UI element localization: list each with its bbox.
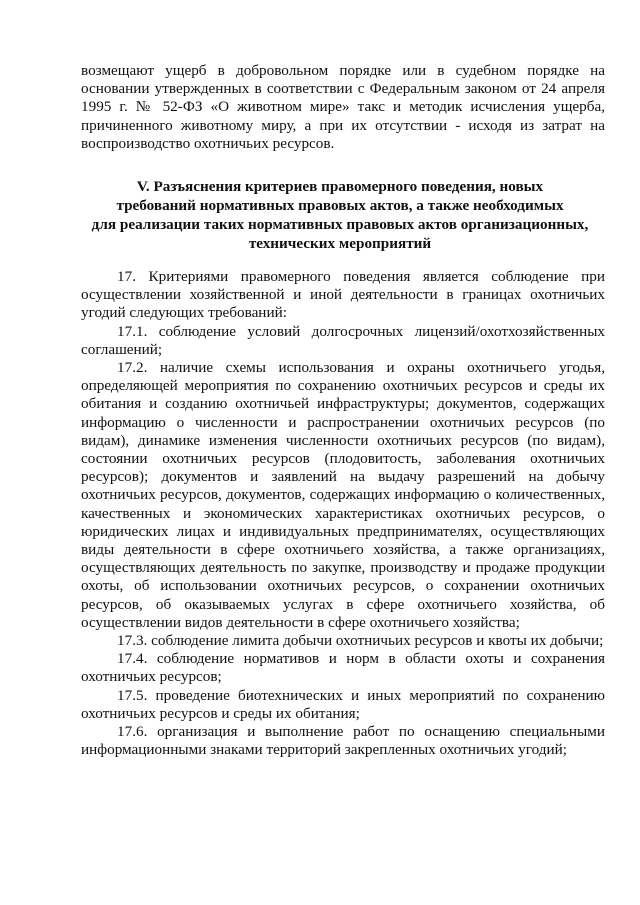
paragraph-17-3: 17.3. соблюдение лимита добычи охотничьих ресурсов и квоты их добычи;	[117, 632, 604, 650]
paragraph-17-6: 17.6. организация и выполнение работ по оснащению специальными информационными знаками территорий закрепленных охотничьих угодий;	[81, 723, 605, 759]
heading-line-1: V. Разъяснения критериев правомерного поведения, новых	[136, 178, 544, 195]
intro-block	[81, 62, 605, 153]
paragraph-17-5: 17.5. проведение биотехнических и иных мероприятий по сохранению охотничьих ресурсов и среды их обитания;	[81, 686, 605, 722]
heading-line-2: требований нормативных правовых актов, а также необходимых	[116, 197, 564, 214]
section-body	[81, 268, 605, 759]
heading-line-3: для реализации таких нормативных правовых актов организационных,	[91, 216, 589, 233]
intro-paragraph: возмещают ущерб в добровольном порядке или в судебном порядке на основании утвержденных в соответствии с Федеральным законом от 24 апреля 1995 г. № 52-ФЗ «О животном мире» такс и методик исчисления ущерба, причиненного животному миру, а при их отсутствии - исходя из затрат на воспроизводство охотничьих ресурсов.	[81, 62, 605, 152]
paragraph-17-2: 17.2. наличие схемы использования и охраны охотничьего угодья, определяющей мероприятия по сохранению охотничьих ресурсов и среды их обитания и созданию охотничьей инфраструктуры; документов, содержащих информацию о численности и распространении охотничьих ресурсов (по видам), динамике изменения численности охотничьих ресурсов (по видам), состоянии охотничьих ресурсов (плодовитость, заболевания охотничьих ресурсов); документов и заявлений на выдачу разрешений на добычу охотничьих ресурсов, документов, содержащих информацию о количественных, качественных и экономических характеристиках охотничьих ресурсов, о юридических лицах и индивидуальных предпринимателях, осуществляющих виды деятельности в сфере охотничьего хозяйства, а также организациях, осуществляющих деятельность по закупке, производству и продаже продукции охоты, об использовании охотничьих ресурсов, о сохранении охотничьих ресурсов, об оказываемых услугах в сфере охотничьего хозяйства, об осуществлении видов деятельности в сфере охотничьего хозяйства;	[81, 359, 605, 631]
section-heading	[60, 177, 620, 253]
heading-line-4: технических мероприятий	[248, 235, 432, 252]
paragraph-17-1: 17.1. соблюдение условий долгосрочных лицензий/охотхозяйственных соглашений;	[81, 322, 605, 358]
paragraph-17: 17. Критериями правомерного поведения является соблюдение при осуществлении хозяйственной и иной деятельности в границах охотничьих угодий следующих требований:	[81, 268, 605, 322]
paragraph-17-4: 17.4. соблюдение нормативов и норм в области охоты и сохранения охотничьих ресурсов;	[81, 650, 605, 686]
